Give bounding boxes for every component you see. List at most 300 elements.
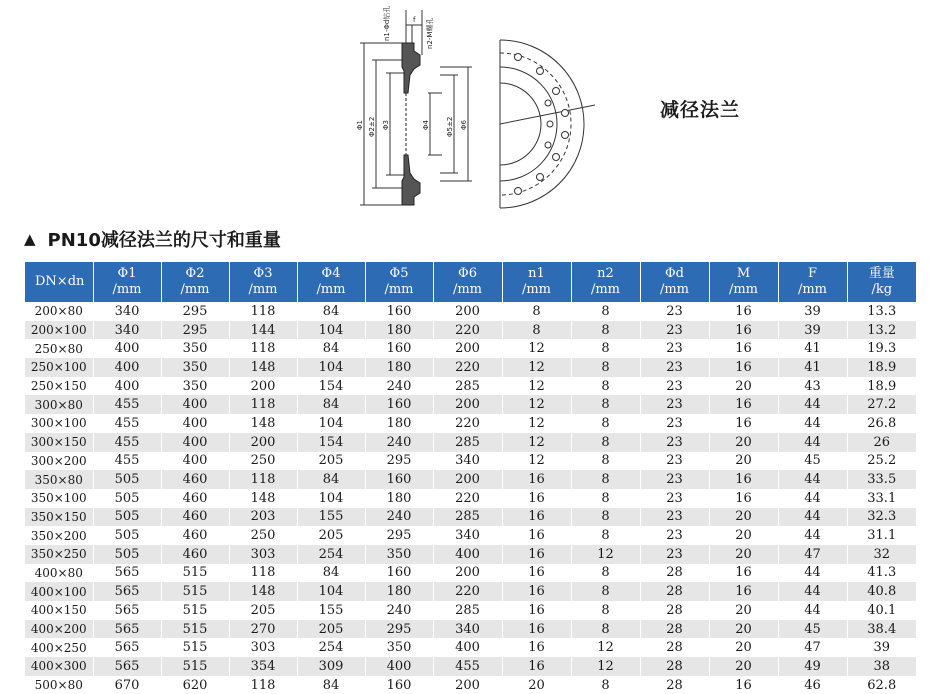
table-cell: 39 bbox=[778, 321, 847, 340]
table-cell: 160 bbox=[365, 470, 433, 489]
table-cell: 250×80 bbox=[25, 339, 93, 358]
table-cell: 84 bbox=[297, 470, 365, 489]
column-header-unit: /mm bbox=[180, 282, 210, 297]
table-cell: 160 bbox=[365, 564, 433, 583]
table-row bbox=[25, 321, 916, 340]
table-cell: 44 bbox=[778, 414, 847, 433]
table-cell: 565 bbox=[93, 601, 161, 620]
table-cell: 220 bbox=[433, 414, 502, 433]
table-cell: 400×300 bbox=[25, 657, 93, 676]
table-cell: 23 bbox=[640, 302, 709, 321]
column-header-name: Φ3 bbox=[253, 266, 273, 281]
table-cell: 400 bbox=[93, 377, 161, 396]
table-row bbox=[25, 526, 916, 545]
table-cell: 180 bbox=[365, 489, 433, 508]
table-cell: 250×150 bbox=[25, 377, 93, 396]
table-cell: 38.4 bbox=[847, 620, 916, 639]
table-cell: 27.2 bbox=[847, 395, 916, 414]
table-cell: 18.9 bbox=[847, 358, 916, 377]
table-cell: 44 bbox=[778, 489, 847, 508]
table-cell: 565 bbox=[93, 638, 161, 657]
column-header bbox=[640, 262, 709, 302]
table-cell: 40.8 bbox=[847, 582, 916, 601]
table-cell: 340 bbox=[93, 321, 161, 340]
table-cell: 350 bbox=[161, 339, 229, 358]
table-row bbox=[25, 657, 916, 676]
column-header bbox=[433, 262, 502, 302]
column-header-unit: /mm bbox=[248, 282, 278, 297]
table-cell: 16 bbox=[709, 414, 778, 433]
column-header-name: n1 bbox=[528, 266, 545, 281]
table-cell: 400×80 bbox=[25, 564, 93, 583]
table-cell: 20 bbox=[709, 638, 778, 657]
table-cell: 460 bbox=[161, 526, 229, 545]
table-cell: 565 bbox=[93, 564, 161, 583]
table-cell: 49 bbox=[778, 657, 847, 676]
table-cell: 250 bbox=[229, 452, 297, 471]
table-cell: 16 bbox=[502, 508, 571, 527]
table-cell: 47 bbox=[778, 638, 847, 657]
column-header bbox=[297, 262, 365, 302]
table-cell: 8 bbox=[571, 489, 640, 508]
table-row bbox=[25, 601, 916, 620]
table-cell: 460 bbox=[161, 545, 229, 564]
table-cell: 33.1 bbox=[847, 489, 916, 508]
table-row bbox=[25, 395, 916, 414]
table-cell: 20 bbox=[709, 452, 778, 471]
drawing-title: 减径法兰 bbox=[660, 99, 741, 121]
triangle-icon: ▲ bbox=[24, 230, 36, 248]
table-cell: 20 bbox=[709, 526, 778, 545]
table-cell: 12 bbox=[571, 545, 640, 564]
table-cell: 460 bbox=[161, 489, 229, 508]
table-cell: 8 bbox=[571, 508, 640, 527]
table-cell: 303 bbox=[229, 545, 297, 564]
table-cell: 350×200 bbox=[25, 526, 93, 545]
table-cell: 47 bbox=[778, 545, 847, 564]
table-header-row bbox=[25, 262, 916, 302]
table-cell: 515 bbox=[161, 601, 229, 620]
table-cell: 12 bbox=[502, 452, 571, 471]
column-header-name: 重量 bbox=[868, 266, 895, 281]
table-cell: 400×250 bbox=[25, 638, 93, 657]
table-cell: 28 bbox=[640, 601, 709, 620]
table-row bbox=[25, 489, 916, 508]
table-cell: 12 bbox=[502, 377, 571, 396]
table-cell: 20 bbox=[709, 377, 778, 396]
table-cell: 118 bbox=[229, 339, 297, 358]
table-cell: 220 bbox=[433, 321, 502, 340]
table-row bbox=[25, 452, 916, 471]
table-cell: 250×100 bbox=[25, 358, 93, 377]
table-header bbox=[25, 262, 916, 302]
table-cell: 23 bbox=[640, 526, 709, 545]
flange-profile bbox=[402, 43, 420, 205]
table-cell: 303 bbox=[229, 638, 297, 657]
table-cell: 300×80 bbox=[25, 395, 93, 414]
table-cell: 505 bbox=[93, 526, 161, 545]
table-cell: 295 bbox=[365, 620, 433, 639]
table-row bbox=[25, 470, 916, 489]
table-cell: 23 bbox=[640, 414, 709, 433]
table-cell: 400×150 bbox=[25, 601, 93, 620]
table-cell: 180 bbox=[365, 321, 433, 340]
table-cell: 26.8 bbox=[847, 414, 916, 433]
table-cell: 41 bbox=[778, 339, 847, 358]
column-header-unit: /mm bbox=[797, 282, 828, 297]
table-row bbox=[25, 339, 916, 358]
table-cell: 180 bbox=[365, 582, 433, 601]
table-cell: 44 bbox=[778, 601, 847, 620]
table-cell: 118 bbox=[229, 470, 297, 489]
table-cell: 205 bbox=[297, 620, 365, 639]
column-header-unit: /mm bbox=[112, 282, 142, 297]
table-cell: 26 bbox=[847, 433, 916, 452]
table-cell: 340 bbox=[433, 526, 502, 545]
dim-label-phi4: Φ4 bbox=[422, 120, 430, 130]
table-cell: 8 bbox=[571, 321, 640, 340]
table-cell: 400 bbox=[93, 339, 161, 358]
table-cell: 220 bbox=[433, 582, 502, 601]
table-cell: 295 bbox=[161, 321, 229, 340]
table-cell: 8 bbox=[571, 676, 640, 694]
column-header-name: Φ6 bbox=[458, 266, 477, 281]
table-cell: 285 bbox=[433, 377, 502, 396]
table-row bbox=[25, 564, 916, 583]
table-cell: 44 bbox=[778, 395, 847, 414]
flange-section-view bbox=[360, 10, 472, 205]
table-cell: 565 bbox=[93, 657, 161, 676]
table-cell: 104 bbox=[297, 489, 365, 508]
table-cell: 16 bbox=[709, 339, 778, 358]
table-row bbox=[25, 358, 916, 377]
table-cell: 350×150 bbox=[25, 508, 93, 527]
bolt-holes bbox=[515, 54, 569, 195]
table-cell: 515 bbox=[161, 564, 229, 583]
table-row bbox=[25, 638, 916, 657]
table-cell: 203 bbox=[229, 508, 297, 527]
table-cell: 8 bbox=[571, 358, 640, 377]
table-cell: 8 bbox=[571, 601, 640, 620]
column-header-unit: /mm bbox=[521, 282, 552, 297]
table-cell: 295 bbox=[365, 452, 433, 471]
column-header-name: Φ5 bbox=[389, 266, 409, 281]
table-cell: 28 bbox=[640, 657, 709, 676]
table-cell: 8 bbox=[571, 620, 640, 639]
table-cell: 12 bbox=[502, 395, 571, 414]
table-cell: 16 bbox=[502, 582, 571, 601]
table-cell: 148 bbox=[229, 358, 297, 377]
table-cell: 240 bbox=[365, 508, 433, 527]
table-cell: 104 bbox=[297, 358, 365, 377]
table-cell: 8 bbox=[571, 470, 640, 489]
table-cell: 28 bbox=[640, 582, 709, 601]
table-cell: 515 bbox=[161, 620, 229, 639]
table-cell: 455 bbox=[93, 452, 161, 471]
table-cell: 12 bbox=[571, 657, 640, 676]
table-cell: 200 bbox=[433, 395, 502, 414]
table-cell: 505 bbox=[93, 470, 161, 489]
table-cell: 400×200 bbox=[25, 620, 93, 639]
column-header-name: DN×dn bbox=[35, 274, 85, 289]
table-cell: 144 bbox=[229, 321, 297, 340]
table-cell: 20 bbox=[709, 433, 778, 452]
table-cell: 16 bbox=[709, 321, 778, 340]
table-cell: 350 bbox=[365, 545, 433, 564]
table-cell: 220 bbox=[433, 358, 502, 377]
table-cell: 16 bbox=[709, 358, 778, 377]
table-cell: 84 bbox=[297, 676, 365, 694]
table-cell: 285 bbox=[433, 433, 502, 452]
table-cell: 16 bbox=[709, 302, 778, 321]
table-cell: 200 bbox=[229, 377, 297, 396]
table-cell: 200 bbox=[433, 470, 502, 489]
table-cell: 350×100 bbox=[25, 489, 93, 508]
table-cell: 19.3 bbox=[847, 339, 916, 358]
table-cell: 240 bbox=[365, 433, 433, 452]
table-cell: 16 bbox=[502, 470, 571, 489]
table-cell: 148 bbox=[229, 582, 297, 601]
table-cell: 16 bbox=[709, 582, 778, 601]
table-cell: 16 bbox=[502, 638, 571, 657]
table-cell: 460 bbox=[161, 508, 229, 527]
table-cell: 515 bbox=[161, 638, 229, 657]
table-cell: 455 bbox=[93, 395, 161, 414]
column-header-name: Φ1 bbox=[117, 266, 137, 281]
dim-label-n2-thread: n2-M螺孔 bbox=[426, 17, 434, 49]
table-cell: 148 bbox=[229, 489, 297, 508]
table-cell: 200 bbox=[229, 433, 297, 452]
column-header bbox=[229, 262, 297, 302]
table-cell: 285 bbox=[433, 508, 502, 527]
table-cell: 20 bbox=[502, 676, 571, 694]
table-cell: 16 bbox=[502, 601, 571, 620]
table-cell: 16 bbox=[502, 489, 571, 508]
column-header-name: F bbox=[807, 266, 818, 281]
table-cell: 13.3 bbox=[847, 302, 916, 321]
section-title-text: PN10减径法兰的尺寸和重量 bbox=[47, 230, 281, 251]
dim-label-phi5: Φ5±2 bbox=[446, 116, 454, 137]
table-cell: 8 bbox=[502, 321, 571, 340]
table-cell: 400×100 bbox=[25, 582, 93, 601]
table-cell: 12 bbox=[571, 638, 640, 657]
column-header bbox=[847, 262, 916, 302]
table-cell: 505 bbox=[93, 508, 161, 527]
table-cell: 354 bbox=[229, 657, 297, 676]
table-row bbox=[25, 433, 916, 452]
table-cell: 505 bbox=[93, 545, 161, 564]
column-header-name: M bbox=[736, 266, 751, 281]
table-cell: 200 bbox=[433, 676, 502, 694]
table-cell: 20 bbox=[709, 508, 778, 527]
table-cell: 23 bbox=[640, 545, 709, 564]
table-cell: 160 bbox=[365, 395, 433, 414]
table-cell: 300×100 bbox=[25, 414, 93, 433]
table-cell: 20 bbox=[709, 657, 778, 676]
table-cell: 160 bbox=[365, 302, 433, 321]
table-cell: 20 bbox=[709, 601, 778, 620]
table-cell: 270 bbox=[229, 620, 297, 639]
dim-label-phi1: Φ1 bbox=[356, 120, 364, 130]
table-cell: 16 bbox=[709, 676, 778, 694]
column-header-unit: /kg bbox=[871, 282, 893, 297]
column-header-name: Φd bbox=[665, 266, 684, 281]
table-cell: 16 bbox=[709, 395, 778, 414]
spec-table-container bbox=[25, 262, 916, 694]
column-header bbox=[161, 262, 229, 302]
table-cell: 350×80 bbox=[25, 470, 93, 489]
table-row bbox=[25, 302, 916, 321]
table-cell: 254 bbox=[297, 638, 365, 657]
column-header-name: Φ2 bbox=[185, 266, 205, 281]
table-cell: 295 bbox=[161, 302, 229, 321]
table-cell: 240 bbox=[365, 601, 433, 620]
table-cell: 16 bbox=[502, 620, 571, 639]
table-row bbox=[25, 676, 916, 694]
table-cell: 220 bbox=[433, 489, 502, 508]
table-cell: 28 bbox=[640, 564, 709, 583]
table-cell: 8 bbox=[502, 302, 571, 321]
table-cell: 460 bbox=[161, 470, 229, 489]
table-row bbox=[25, 545, 916, 564]
table-cell: 20 bbox=[709, 545, 778, 564]
table-cell: 16 bbox=[709, 564, 778, 583]
table-cell: 32.3 bbox=[847, 508, 916, 527]
table-cell: 84 bbox=[297, 302, 365, 321]
table-cell: 340 bbox=[93, 302, 161, 321]
table-cell: 455 bbox=[433, 657, 502, 676]
table-cell: 31.1 bbox=[847, 526, 916, 545]
table-cell: 44 bbox=[778, 582, 847, 601]
table-cell: 32 bbox=[847, 545, 916, 564]
table-cell: 565 bbox=[93, 582, 161, 601]
table-cell: 154 bbox=[297, 377, 365, 396]
column-header-unit: /mm bbox=[590, 282, 621, 297]
table-cell: 16 bbox=[502, 564, 571, 583]
table-cell: 13.2 bbox=[847, 321, 916, 340]
table-cell: 205 bbox=[297, 452, 365, 471]
table-cell: 118 bbox=[229, 395, 297, 414]
table-cell: 43 bbox=[778, 377, 847, 396]
table-cell: 20 bbox=[709, 620, 778, 639]
table-cell: 23 bbox=[640, 395, 709, 414]
table-cell: 455 bbox=[93, 414, 161, 433]
table-cell: 62.8 bbox=[847, 676, 916, 694]
table-cell: 12 bbox=[502, 414, 571, 433]
column-header-unit: /mm bbox=[659, 282, 690, 297]
table-cell: 515 bbox=[161, 657, 229, 676]
table-cell: 285 bbox=[433, 601, 502, 620]
table-cell: 23 bbox=[640, 358, 709, 377]
table-cell: 565 bbox=[93, 620, 161, 639]
table-cell: 46 bbox=[778, 676, 847, 694]
table-cell: 8 bbox=[571, 302, 640, 321]
table-cell: 8 bbox=[571, 526, 640, 545]
table-cell: 8 bbox=[571, 377, 640, 396]
table-row bbox=[25, 582, 916, 601]
table-cell: 200 bbox=[433, 302, 502, 321]
dim-label-phi6: Φ6 bbox=[460, 120, 468, 130]
table-cell: 400 bbox=[161, 452, 229, 471]
table-cell: 104 bbox=[297, 414, 365, 433]
table-cell: 23 bbox=[640, 433, 709, 452]
table-cell: 620 bbox=[161, 676, 229, 694]
dim-label-n1-drill: n1-Φd钻孔 bbox=[383, 5, 391, 41]
table-cell: 500×80 bbox=[25, 676, 93, 694]
table-cell: 8 bbox=[571, 582, 640, 601]
table-cell: 23 bbox=[640, 339, 709, 358]
table-cell: 400 bbox=[161, 395, 229, 414]
table-cell: 28 bbox=[640, 620, 709, 639]
table-cell: 350 bbox=[161, 377, 229, 396]
table-cell: 200×100 bbox=[25, 321, 93, 340]
table-cell: 44 bbox=[778, 526, 847, 545]
table-cell: 118 bbox=[229, 564, 297, 583]
table-cell: 84 bbox=[297, 395, 365, 414]
table-cell: 44 bbox=[778, 470, 847, 489]
table-cell: 155 bbox=[297, 508, 365, 527]
table-cell: 28 bbox=[640, 676, 709, 694]
table-cell: 205 bbox=[297, 526, 365, 545]
table-cell: 309 bbox=[297, 657, 365, 676]
table-cell: 16 bbox=[709, 470, 778, 489]
table-cell: 8 bbox=[571, 395, 640, 414]
section-heading bbox=[24, 226, 281, 252]
column-header-unit: /mm bbox=[452, 282, 483, 297]
table-cell: 84 bbox=[297, 339, 365, 358]
table-cell: 16 bbox=[709, 489, 778, 508]
table-cell: 23 bbox=[640, 489, 709, 508]
table-cell: 155 bbox=[297, 601, 365, 620]
table-cell: 104 bbox=[297, 582, 365, 601]
table-cell: 39 bbox=[778, 302, 847, 321]
column-header bbox=[571, 262, 640, 302]
table-cell: 8 bbox=[571, 433, 640, 452]
table-cell: 250 bbox=[229, 526, 297, 545]
table-cell: 350 bbox=[161, 358, 229, 377]
table-cell: 180 bbox=[365, 414, 433, 433]
table-cell: 8 bbox=[571, 339, 640, 358]
table-cell: 12 bbox=[502, 358, 571, 377]
table-cell: 148 bbox=[229, 414, 297, 433]
table-cell: 254 bbox=[297, 545, 365, 564]
column-header bbox=[25, 262, 93, 302]
table-cell: 23 bbox=[640, 470, 709, 489]
column-header-unit: /mm bbox=[728, 282, 759, 297]
table-cell: 400 bbox=[433, 638, 502, 657]
flange-drawing bbox=[350, 5, 600, 215]
table-cell: 44 bbox=[778, 564, 847, 583]
table-cell: 118 bbox=[229, 676, 297, 694]
table-cell: 295 bbox=[365, 526, 433, 545]
table-cell: 45 bbox=[778, 452, 847, 471]
table-cell: 16 bbox=[502, 545, 571, 564]
table-cell: 41 bbox=[778, 358, 847, 377]
table-cell: 670 bbox=[93, 676, 161, 694]
table-cell: 180 bbox=[365, 358, 433, 377]
table-cell: 23 bbox=[640, 452, 709, 471]
table-cell: 515 bbox=[161, 582, 229, 601]
table-cell: 160 bbox=[365, 339, 433, 358]
table-cell: 154 bbox=[297, 433, 365, 452]
column-header-unit: /mm bbox=[316, 282, 346, 297]
table-cell: 33.5 bbox=[847, 470, 916, 489]
table-row bbox=[25, 620, 916, 639]
table-cell: 340 bbox=[433, 620, 502, 639]
column-header-name: n2 bbox=[597, 266, 614, 281]
table-cell: 200 bbox=[433, 339, 502, 358]
table-cell: 505 bbox=[93, 489, 161, 508]
